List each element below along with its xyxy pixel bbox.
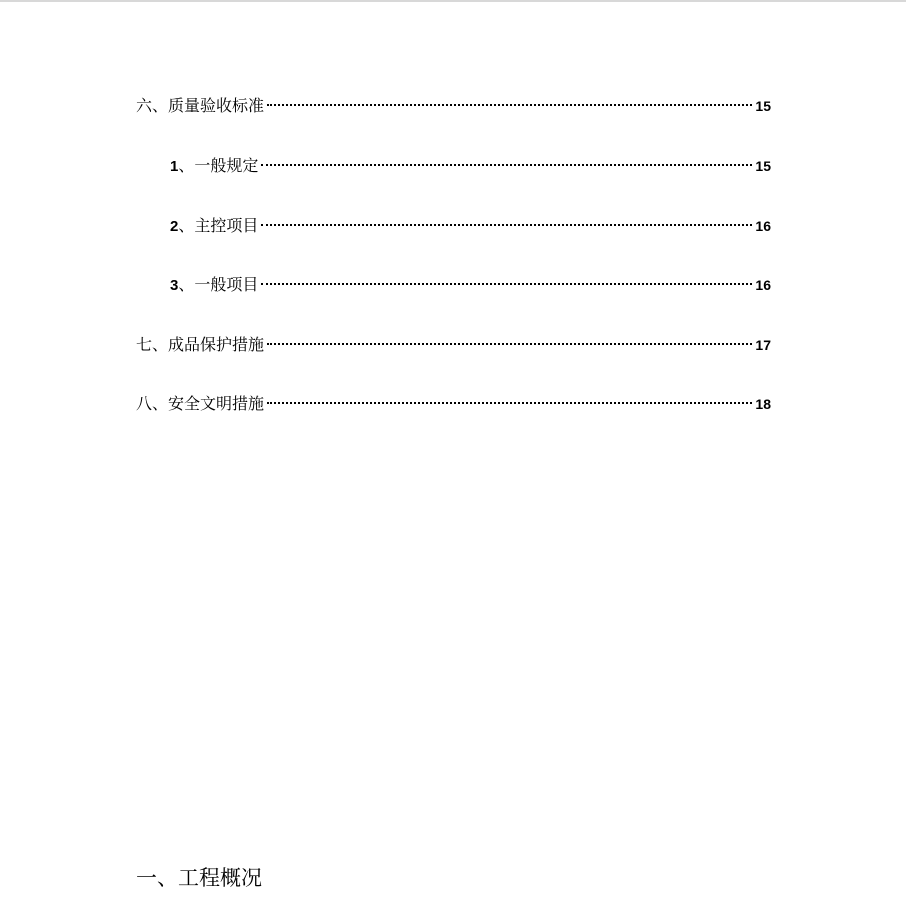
toc-entry-general-provisions[interactable] xyxy=(170,154,771,178)
toc-dot-leader xyxy=(261,283,752,285)
toc-dot-leader xyxy=(267,104,752,106)
toc-entry-safety-measures[interactable] xyxy=(136,392,771,416)
toc-entry-title: 、一般项目 xyxy=(178,275,259,294)
toc-entry-title: 六、质量验收标准 xyxy=(136,96,265,115)
page-top-border xyxy=(0,0,906,2)
toc-entry-quality-acceptance[interactable] xyxy=(136,94,771,118)
toc-dot-leader xyxy=(261,164,752,166)
toc-page-number: 15 xyxy=(755,158,771,174)
toc-page-number: 15 xyxy=(755,98,771,114)
toc-entry-number: 2 xyxy=(170,218,179,235)
toc-page-number: 17 xyxy=(755,337,771,353)
toc-entry-title: 八、安全文明措施 xyxy=(136,394,265,413)
toc-entry-general-items[interactable] xyxy=(170,273,771,297)
toc-page-number: 16 xyxy=(755,218,771,234)
toc-dot-leader xyxy=(267,343,752,345)
toc-dot-leader xyxy=(261,224,752,226)
section-heading-project-overview: 一、工程概况 xyxy=(136,866,262,890)
toc-entry-number: 3 xyxy=(170,277,179,294)
toc-entry-number: 1 xyxy=(170,158,179,175)
toc-entry-title: 、一般规定 xyxy=(178,156,259,175)
toc-dot-leader xyxy=(267,402,752,404)
toc-entry-title: 、主控项目 xyxy=(178,216,259,235)
toc-entry-title: 七、成品保护措施 xyxy=(136,335,265,354)
toc-page-number: 16 xyxy=(755,277,771,293)
toc-entry-main-control-items[interactable] xyxy=(170,214,771,238)
toc-entry-product-protection[interactable] xyxy=(136,333,771,357)
toc-page-number: 18 xyxy=(755,396,771,412)
